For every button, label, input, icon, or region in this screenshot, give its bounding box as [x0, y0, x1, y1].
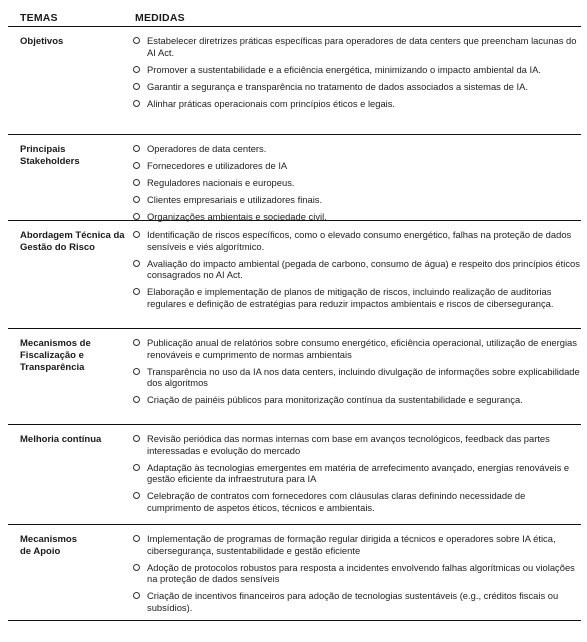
list-item [133, 337, 581, 360]
list-item [133, 98, 581, 110]
measures-list [131, 425, 581, 524]
list-item [133, 562, 581, 585]
measure-text: Organizações ambientais e sociedade civil. [147, 211, 327, 223]
table-row [8, 425, 581, 525]
list-item [133, 194, 581, 206]
theme-label: Abordagem Técnica da Gestão do Risco [20, 230, 125, 253]
theme-label: Objetivos [20, 36, 64, 47]
measure-text: Adoção de protocolos robustos para resposta a incidentes envolvendo falhas algorítmicas ou violações na proteção de dados sensíveis [147, 561, 575, 585]
measures-table [8, 0, 581, 621]
list-item [133, 258, 581, 281]
measures-list [131, 329, 581, 424]
circle-bullet-icon [133, 464, 140, 471]
measure-text: Elaboração e implementação de planos de mitigação de riscos, incluindo realização de auditorias regulares e definição de estratégias para reduzir impactos ambientais e riscos de cibersegurança. [147, 286, 554, 309]
measures-list [131, 27, 581, 134]
measure-text: Celebração de contratos com fornecedores com cláusulas claras definindo necessidade de cumprimento de aspetos éticos, técnicos e ambientais. [147, 490, 526, 513]
circle-bullet-icon [133, 83, 140, 90]
measure-text: Garantir a segurança e transparência no tratamento de dados associados a sistemas de IA. [147, 80, 528, 92]
circle-bullet-icon [133, 162, 140, 169]
circle-bullet-icon [133, 492, 140, 499]
list-item [133, 160, 581, 172]
measure-text: Avaliação do impacto ambiental (pegada de carbono, consumo de água) e respeito dos princípios éticos consagrados no AI Act. [147, 257, 580, 281]
circle-bullet-icon [133, 66, 140, 73]
measure-text: Revisão periódica das normas internas com base em avanços tecnológicos, feedback das partes interessadas e evolução do mercado [147, 433, 550, 456]
circle-bullet-icon [133, 37, 140, 44]
measure-text: Publicação anual de relatórios sobre consumo energético, eficiência operacional, utilização de energias renováveis e cumprimento de normas ambientais [147, 337, 577, 360]
list-item [133, 143, 581, 155]
table-row [8, 27, 581, 135]
list-item [133, 35, 581, 58]
measure-text: Estabelecer diretrizes práticas específicas para operadores de data centers que preencham lacunas do AI Act. [147, 35, 577, 58]
theme-label: Melhoria contínua [20, 434, 102, 445]
list-item [133, 490, 581, 513]
measure-text: Criação de painéis públicos para monitorização contínua da sustentabilidade e segurança. [147, 394, 523, 406]
list-item [133, 433, 581, 456]
table-body [8, 27, 581, 621]
list-item [133, 286, 581, 309]
circle-bullet-icon [133, 368, 140, 375]
theme-label: Mecanismos de Fiscalização e Transparência [20, 338, 91, 373]
theme-label: Mecanismos de Apoio [20, 534, 78, 557]
circle-bullet-icon [133, 179, 140, 186]
measure-text: Fornecedores e utilizadores de IA [147, 160, 288, 172]
circle-bullet-icon [133, 196, 140, 203]
theme-label: Principais Stakeholders [20, 144, 80, 167]
header-temas: TEMAS [20, 12, 58, 24]
list-item [133, 366, 581, 389]
circle-bullet-icon [133, 260, 140, 267]
circle-bullet-icon [133, 592, 140, 599]
circle-bullet-icon [133, 100, 140, 107]
circle-bullet-icon [133, 339, 140, 346]
table-row [8, 525, 581, 621]
measure-text: Alinhar práticas operacionais com princípios éticos e legais. [147, 97, 396, 109]
measure-text: Operadores de data centers. [147, 143, 267, 154]
table-row [8, 135, 581, 221]
circle-bullet-icon [133, 145, 140, 152]
list-item [133, 590, 581, 613]
circle-bullet-icon [133, 288, 140, 295]
list-item [133, 533, 581, 556]
measure-text: Transparência no uso da IA nos data centers, incluindo divulgação de informações sobre explicabilidade dos algoritmos [147, 365, 580, 389]
measure-text: Criação de incentivos financeiros para adoção de tecnologias sustentáveis (e.g., créditos fiscais ou subsídios). [147, 590, 559, 613]
measures-list [131, 221, 581, 328]
list-item [133, 211, 581, 223]
circle-bullet-icon [133, 535, 140, 542]
circle-bullet-icon [133, 231, 140, 238]
list-item [133, 462, 581, 485]
list-item [133, 177, 581, 189]
measure-text: Promover a sustentabilidade e a eficiência energética, minimizando o impacto ambiental da IA. [147, 63, 541, 75]
measures-list [131, 135, 581, 223]
measure-text: Adaptação às tecnologias emergentes em matéria de arrefecimento avançado, energias renováveis e gestão eficiente da infraestrutura para IA [147, 461, 570, 485]
circle-bullet-icon [133, 564, 140, 571]
measure-text: Implementação de programas de formação regular dirigida a técnicos e operadores sobre IA ética, cibersegurança, sustentabilidade e gestão eficiente [147, 533, 556, 556]
circle-bullet-icon [133, 396, 140, 403]
circle-bullet-icon [133, 213, 140, 220]
header-medidas: MEDIDAS [135, 12, 185, 24]
list-item [133, 64, 581, 76]
measures-list [131, 525, 581, 620]
table-header [8, 4, 581, 27]
table-row [8, 329, 581, 425]
measure-text: Reguladores nacionais e europeus. [147, 177, 295, 189]
measure-text: Clientes empresariais e utilizadores finais. [147, 194, 323, 206]
list-item [133, 394, 581, 406]
table-row [8, 221, 581, 329]
list-item [133, 229, 581, 252]
measure-text: Identificação de riscos específicos, como o elevado consumo energético, falhas na proteção de dados sensíveis e viés algorítmico. [147, 229, 572, 252]
list-item [133, 81, 581, 93]
circle-bullet-icon [133, 435, 140, 442]
